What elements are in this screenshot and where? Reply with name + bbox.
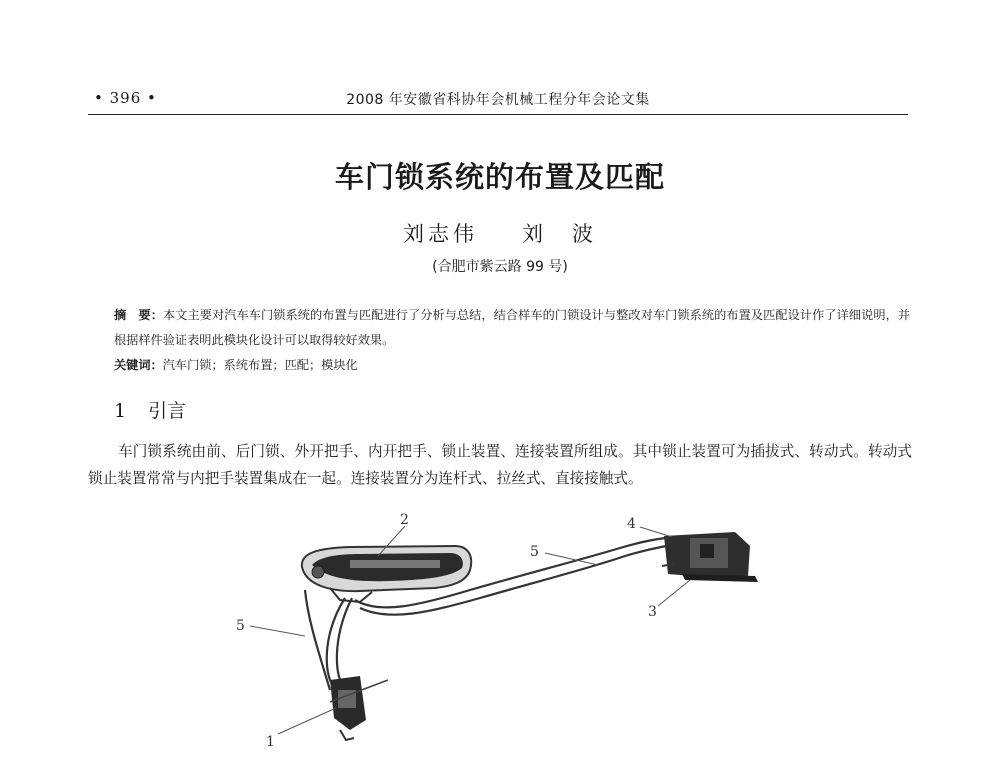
paper-title: 车门锁系统的布置及匹配 <box>334 160 665 194</box>
running-title: 2008 年安徽省科协年会机械工程分年会论文集 <box>346 92 650 108</box>
keywords-text: 汽车门锁；系统布置；匹配；模块化 <box>162 358 358 372</box>
callout-2: 2 <box>400 512 409 528</box>
body-paragraph: 车门锁系统由前、后门锁、外开把手、内开把手、锁止装置、连接装置所组成。其中锁止装置可为插拔式、转动式。转动式锁止装置常常与内把手装置集成在一起。连接装置分为连杆式、拉丝式、直接接触式。 <box>88 443 912 487</box>
page-number: • 396 • <box>94 89 157 107</box>
abstract-text: 本文主要对汽车车门锁系统的布置与匹配进行了分析与总结，结合样车的门锁设计与整改对车门锁系统的布置及匹配设计作了详细说明，并根据样件验证表明此模块化设计可以取得较好效果。 <box>114 308 911 347</box>
callout-4: 4 <box>627 516 636 532</box>
affiliation: (合肥市紫云路 99 号) <box>432 259 568 275</box>
section-number: 1 <box>114 400 127 422</box>
section-title: 引言 <box>148 400 187 422</box>
callout-5-left: 5 <box>236 618 245 634</box>
keywords-label: 关键词： <box>114 358 163 372</box>
callout-1: 1 <box>266 734 275 750</box>
callout-3: 3 <box>648 604 657 620</box>
lock-body-drawing <box>662 532 758 582</box>
author-2: 刘 波 <box>522 222 597 246</box>
callout-5-right: 5 <box>530 544 539 560</box>
abstract-label: 摘 要： <box>114 308 163 322</box>
author-1: 刘志伟 <box>403 222 478 246</box>
outside-handle-drawing <box>302 546 471 602</box>
latch-drawing <box>330 676 388 740</box>
